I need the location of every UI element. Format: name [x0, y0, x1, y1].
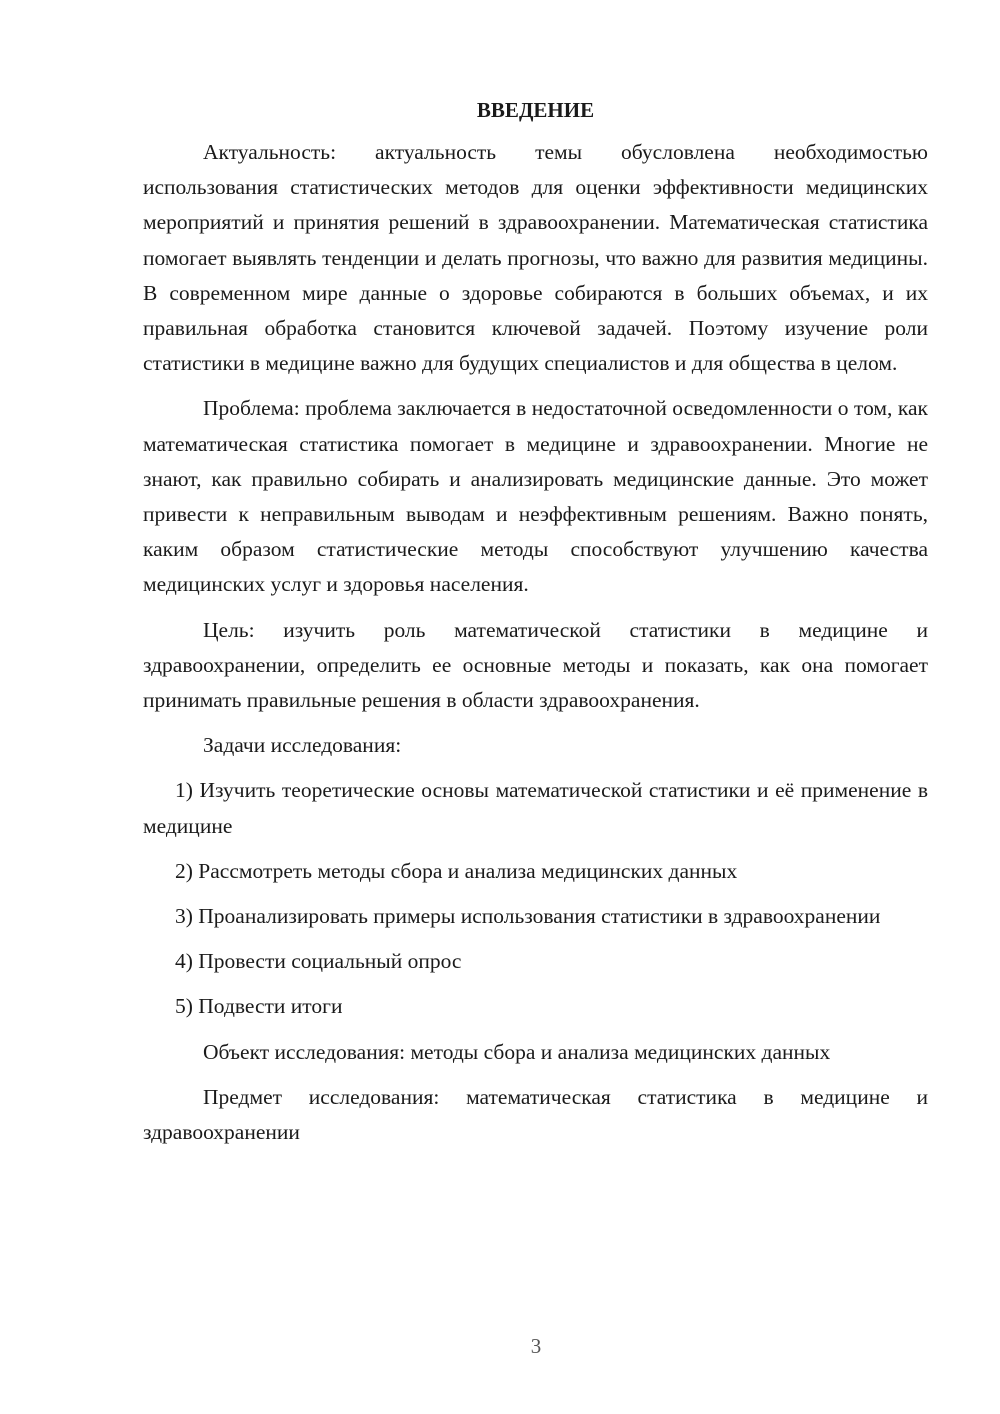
tasks-heading: Задачи исследования: [203, 733, 402, 758]
paragraph-object: Объект исследования: методы сбора и анализа медицинских данных [203, 1039, 831, 1064]
page-content [143, 95, 928, 1160]
task-item-1: 1) Изучить теоретические основы математической статистики и её применение в медицине [143, 778, 928, 838]
task-item-5: 5) Подвести итоги [175, 994, 343, 1019]
task-item-3: 3) Проанализировать примеры использования статистики в здравоохранении [175, 904, 881, 929]
page-title: ВВЕДЕНИЕ [476, 98, 595, 122]
paragraph-goal: Цель: изучить роль математической статистики в медицине и здравоохранении, определить ее основные методы и показать, как она помогает принимать правильные решения в области здравоохранения. [143, 617, 928, 713]
page-number: 3 [530, 1334, 542, 1358]
task-item-4: 4) Провести социальный опрос [175, 949, 462, 974]
paragraph-problem: Проблема: проблема заключается в недостаточной осведомленности о том, как математическая статистика помогает в медицине и здравоохранении. Многие не знают, как правильно собирать и анализировать медицинские данные. Это может привести к неправильным выводам и неэффективным решениям. Важно понять, каким образом статистические методы способствуют улучшению качества медицинских услуг и здоровья населения. [143, 396, 928, 597]
paragraph-subject: Предмет исследования: математическая статистика в медицине и здравоохранении [143, 1084, 928, 1145]
paragraph-relevance: Актуальность: актуальность темы обусловлена необходимостью использования статистических методов для оценки эффективности медицинских мероприятий и принятия решений в здравоохранении. Математическая статистика помогает выявлять тенденции и делать прогнозы, что важно для развития медицины. В современном мире данные о здоровье собираются в больших объемах, и их правильная обработка становится ключевой задачей. Поэтому изучение роли статистики в медицине важно для будущих специалистов и для общества в целом. [143, 140, 928, 376]
task-item-2: 2) Рассмотреть методы сбора и анализа медицинских данных [175, 858, 738, 883]
